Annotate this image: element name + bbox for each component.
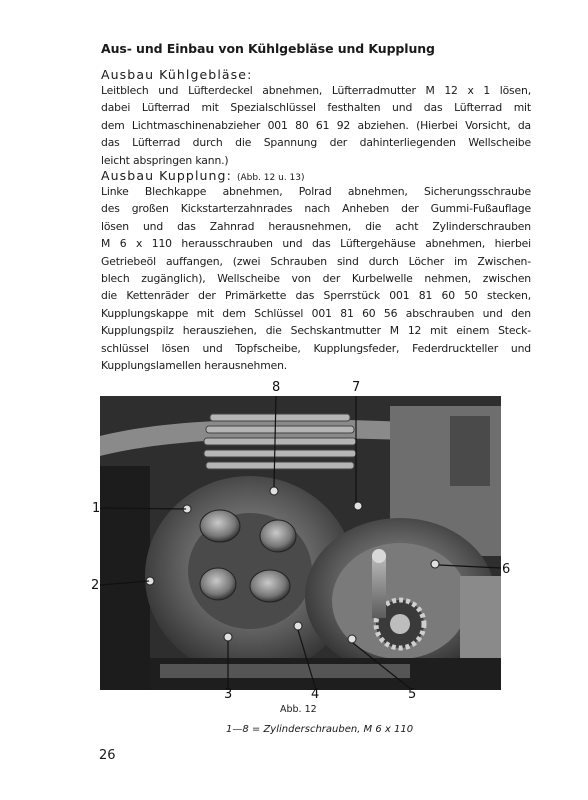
paragraph-fan (101, 82, 531, 169)
callout-label-7: 7 (352, 380, 361, 395)
paragraph-line: Leitblech und Lüfterdeckel abnehmen, Lüfterradmutter M 12 x 1 lösen, (101, 84, 531, 97)
paragraph-line: schlüssel lösen und Topfscheibe, Kupplungsfeder, Federdruckteller und (101, 341, 531, 355)
callout-label-4: 4 (311, 687, 320, 702)
figure-description: 1—8 = Zylinderschrauben, M 6 x 110 (226, 724, 414, 735)
paragraph-line: Getriebeöl auffangen, (zwei Schrauben sind durch Löcher im Zwischen- (101, 254, 531, 268)
paragraph-line: die Kettenräder der Primärkette das Sperrstück 001 81 60 50 stecken, (101, 289, 531, 303)
page-title: Aus- und Einbau von Kühlgebläse und Kupplung (101, 41, 435, 56)
callout-label-3: 3 (224, 687, 233, 702)
section-heading-fan-text: Ausbau Kühlgebläse: (101, 67, 253, 82)
paragraph-line: blech zugänglich), Wellscheibe von der Kurbelwelle nehmen, zwischen (101, 272, 531, 286)
callout-label-1: 1 (92, 501, 101, 516)
section-heading-fan (101, 67, 531, 82)
section-heading-clutch-text: Ausbau Kupplung: (101, 168, 232, 183)
callout-label-2: 2 (91, 578, 100, 593)
paragraph-clutch (101, 183, 531, 374)
paragraph-line: Linke Blechkappe abnehmen, Polrad abnehmen, Sicherungsschraube (101, 185, 531, 198)
paragraph-line: Kupplungslamellen herausnehmen. (101, 359, 288, 373)
callout-label-5: 5 (408, 687, 417, 702)
paragraph-line: dem Lichtmaschinenabzieher 001 80 61 92 abziehen. (Hierbei Vorsicht, da (101, 118, 531, 132)
paragraph-line: das Lüfterrad durch die Spannung der dahinterliegenden Wellscheibe (101, 136, 531, 150)
callout-label-6: 6 (502, 562, 511, 577)
paragraph-line: des großen Kickstarterzahnrades nach Anheben der Gummi-Fußauflage (101, 202, 531, 216)
paragraph-line: Kupplungspilz herausziehen, die Sechskantmutter M 12 mit einem Steck- (101, 324, 531, 338)
engine-photo (100, 396, 501, 690)
figure-reference: (Abb. 12 u. 13) (236, 173, 305, 183)
paragraph-line: Kupplungskappe mit dem Schlüssel 001 81 60 56 abschrauben und den (101, 306, 531, 320)
page-number: 26 (99, 748, 116, 763)
paragraph-line: lösen und das Zahnrad herausnehmen, die acht Zylinderschrauben (101, 219, 531, 233)
figure-caption: Abb. 12 (280, 704, 317, 715)
section-heading-clutch (101, 168, 531, 183)
callout-label-8: 8 (272, 380, 281, 395)
engine-photo-graphic (100, 396, 501, 690)
paragraph-line: leicht abspringen kann.) (101, 153, 229, 167)
paragraph-line: dabei Lüfterrad mit Spezialschlüssel festhalten und das Lüfterrad mit (101, 101, 531, 115)
paragraph-line: M 6 x 110 herausschrauben und das Lüftergehäuse abnehmen, hierbei (101, 237, 531, 251)
